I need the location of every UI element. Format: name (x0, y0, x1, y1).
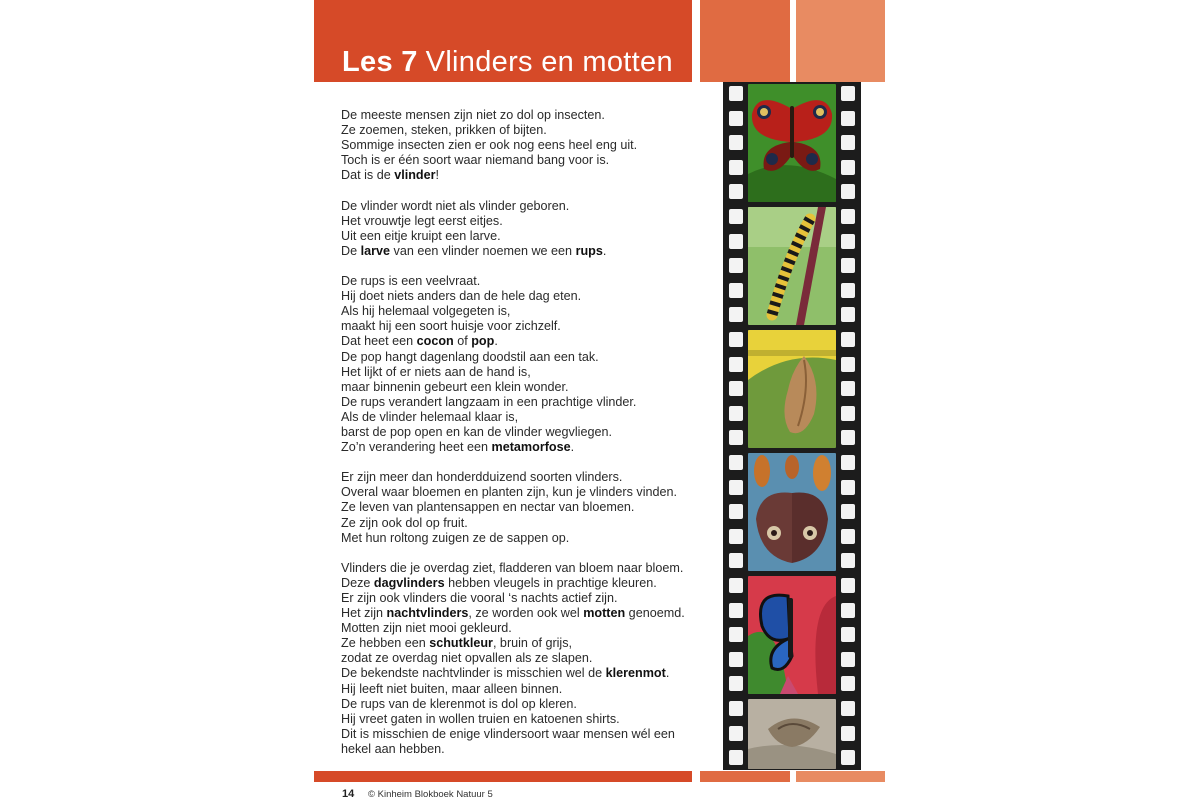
text-run: Overal waar bloemen en planten zijn, kun je vlinders vinden. (341, 485, 678, 500)
text-run: De (341, 243, 361, 258)
film-hole (841, 209, 855, 224)
paragraph (341, 108, 706, 183)
text-line (341, 229, 706, 244)
text-run: zodat ze overdag niet opvallen als ze slapen. (341, 651, 593, 666)
header-block-light (796, 0, 885, 82)
film-hole (729, 627, 743, 642)
copyright-text: © Kinheim Blokboek Natuur 5 (368, 789, 493, 800)
text-run: Het vrouwtje legt eerst eitjes. (341, 213, 503, 228)
film-hole (841, 160, 855, 175)
text-run: Er zijn ook vlinders die vooral ‘s nachts actief zijn. (341, 591, 618, 605)
text-line (341, 440, 706, 455)
text-line (341, 636, 706, 651)
film-hole (841, 529, 855, 544)
text-run: maar binnenin gebeurt een klein wonder. (341, 379, 569, 394)
text-run: . (602, 243, 607, 258)
text-run: Met hun roltong zuigen ze de sappen op. (341, 530, 570, 545)
text-run: . (665, 666, 670, 681)
text-line (341, 485, 706, 500)
film-hole (841, 676, 855, 691)
lesson-number: Les 7 (342, 46, 418, 78)
film-hole (729, 750, 743, 765)
text-run: Deze (341, 575, 374, 590)
text-line (341, 621, 706, 636)
film-hole (729, 357, 743, 372)
text-run: Toch is er één soort waar niemand bang voor is. (341, 153, 610, 168)
film-hole (841, 307, 855, 322)
text-run: De rups is een veelvraat. (341, 274, 481, 289)
text-run: Er zijn meer dan honderdduizend soorten vlinders. (341, 470, 623, 485)
footer-block-light (796, 771, 885, 782)
film-hole (729, 184, 743, 199)
film-hole (729, 676, 743, 691)
moth-photo (748, 699, 836, 769)
keyword: rups (575, 243, 603, 258)
keyword: schutkleur (429, 636, 493, 651)
film-hole (729, 209, 743, 224)
keyword: pop (471, 334, 495, 349)
text-run: , ze worden ook wel (468, 606, 584, 621)
page-title (342, 46, 673, 79)
text-line (341, 727, 706, 742)
text-run: Ze zoemen, steken, prikken of bijten. (341, 123, 547, 138)
film-hole (841, 135, 855, 150)
text-run: De vlinder wordt niet als vlinder geboren. (341, 198, 570, 213)
film-hole (841, 234, 855, 249)
text-run: of (453, 334, 472, 349)
keyword: dagvlinders (373, 575, 445, 590)
film-hole (729, 504, 743, 519)
text-run: Ze hebben een (341, 636, 430, 651)
text-line (341, 289, 706, 304)
text-line (341, 606, 706, 621)
keyword: nachtvlinders (386, 606, 469, 621)
keyword: motten (583, 606, 626, 621)
text-line (341, 214, 706, 229)
film-hole (841, 111, 855, 126)
film-hole (729, 258, 743, 273)
film-hole (729, 283, 743, 298)
text-line (341, 138, 706, 153)
paragraph (341, 561, 706, 757)
text-run: van een vlinder noemen we een (390, 243, 576, 258)
text-line (341, 561, 706, 576)
text-run: hebben vleugels in prachtige kleuren. (444, 575, 657, 590)
film-hole (729, 480, 743, 495)
text-line (341, 380, 706, 395)
text-run: De bekendste nachtvlinder is misschien wel de (341, 666, 606, 681)
text-run: Hij vreet gaten in wollen truien en katoenen shirts. (341, 711, 620, 726)
keyword: metamorfose (491, 440, 571, 455)
text-line (341, 350, 706, 365)
text-line (341, 666, 706, 681)
text-run: Motten zijn niet mooi gekleurd. (341, 621, 512, 636)
film-hole (841, 701, 855, 716)
text-run: Sommige insecten zien er ook nog eens heel eng uit. (341, 138, 638, 153)
film-hole (729, 135, 743, 150)
film-hole (841, 381, 855, 396)
text-line (341, 168, 706, 183)
film-hole (841, 652, 855, 667)
film-hole (729, 381, 743, 396)
text-line (341, 470, 706, 485)
text-line (341, 712, 706, 727)
film-hole (729, 553, 743, 568)
film-hole (841, 726, 855, 741)
text-run: De rups van de klerenmot is dol op kleren. (341, 696, 577, 711)
text-line (341, 319, 706, 334)
text-line (341, 108, 706, 123)
text-run: hekel aan hebben. (341, 741, 445, 756)
film-hole (841, 283, 855, 298)
text-line (341, 244, 706, 259)
keyword: larve (360, 243, 391, 258)
text-line (341, 365, 706, 380)
film-hole (729, 111, 743, 126)
film-hole (841, 578, 855, 593)
text-run: genoemd. (625, 606, 685, 621)
text-run: . (570, 440, 575, 455)
film-hole (841, 357, 855, 372)
paragraph (341, 470, 706, 545)
film-hole (729, 160, 743, 175)
text-line (341, 199, 706, 214)
film-hole (841, 603, 855, 618)
text-run: Als hij helemaal volgegeten is, (341, 304, 511, 319)
text-line (341, 153, 706, 168)
text-run: Vlinders die je overdag ziet, fladderen van bloem naar bloem. (341, 560, 684, 575)
film-hole (841, 553, 855, 568)
text-line (341, 334, 706, 349)
text-line (341, 516, 706, 531)
film-hole (841, 406, 855, 421)
text-run: Als de vlinder helemaal klaar is, (341, 409, 519, 424)
text-run: , bruin of grijs, (492, 636, 573, 651)
film-hole (729, 578, 743, 593)
footer-block-mid (700, 771, 790, 782)
text-line (341, 651, 706, 666)
keyword: klerenmot (605, 666, 666, 681)
keyword: cocon (416, 334, 454, 349)
film-hole (841, 455, 855, 470)
text-run: Dat heet een (341, 334, 417, 349)
text-run: De pop hangt dagenlang doodstil aan een tak. (341, 349, 599, 364)
film-hole (841, 480, 855, 495)
film-strip (723, 82, 861, 770)
text-line (341, 742, 706, 757)
film-perforations-right (841, 82, 855, 770)
film-hole (841, 258, 855, 273)
text-run: Het zijn (341, 606, 387, 621)
text-line (341, 425, 706, 440)
film-hole (841, 504, 855, 519)
text-run: De meeste mensen zijn niet zo dol op insecten. (341, 108, 605, 122)
body-text (341, 108, 706, 772)
film-hole (841, 86, 855, 101)
film-hole (841, 332, 855, 347)
blue-butterfly-photo (748, 576, 836, 694)
film-perforations-left (729, 82, 743, 770)
text-line (341, 531, 706, 546)
film-hole (729, 332, 743, 347)
caterpillar-photo (748, 207, 836, 325)
film-hole (841, 430, 855, 445)
film-hole (729, 234, 743, 249)
film-hole (729, 726, 743, 741)
text-run: Ze leven van plantensappen en nectar van bloemen. (341, 500, 635, 515)
text-run: barst de pop open en kan de vlinder wegvliegen. (341, 424, 612, 439)
text-run: Hij doet niets anders dan de hele dag eten. (341, 289, 582, 304)
film-hole (729, 529, 743, 544)
paragraph (341, 274, 706, 455)
film-hole (729, 430, 743, 445)
page-number: 14 (342, 788, 355, 800)
film-hole (729, 652, 743, 667)
text-line (341, 697, 706, 712)
chrysalis-photo (748, 330, 836, 448)
text-run: Dit is misschien de enige vlindersoort waar mensen wél een (341, 726, 675, 741)
film-hole (729, 603, 743, 618)
film-hole (729, 307, 743, 322)
film-hole (729, 701, 743, 716)
text-run: ! (435, 168, 439, 183)
text-run: Ze zijn ook dol op fruit. (341, 515, 468, 530)
text-line (341, 682, 706, 697)
film-hole (729, 406, 743, 421)
text-line (341, 304, 706, 319)
text-run: Uit een eitje kruipt een larve. (341, 228, 501, 243)
text-line (341, 500, 706, 515)
text-line (341, 576, 706, 591)
film-hole (729, 455, 743, 470)
text-line (341, 395, 706, 410)
text-line (341, 410, 706, 425)
emerging-butterfly-photo (748, 453, 836, 571)
paragraph (341, 199, 706, 259)
text-line (341, 591, 706, 606)
peacock-butterfly-photo (748, 84, 836, 202)
text-run: De rups verandert langzaam in een prachtige vlinder. (341, 394, 637, 409)
lesson-title: Vlinders en motten (425, 46, 673, 78)
film-hole (841, 627, 855, 642)
film-hole (729, 86, 743, 101)
text-run: Hij leeft niet buiten, maar alleen binnen. (341, 681, 563, 696)
keyword: vlinder (394, 168, 436, 183)
text-line (341, 274, 706, 289)
text-run: Zo’n verandering heet een (341, 440, 492, 455)
film-hole (841, 750, 855, 765)
film-hole (841, 184, 855, 199)
text-run: maakt hij een soort huisje voor zichzelf. (341, 319, 561, 334)
text-line (341, 123, 706, 138)
text-run: Dat is de (341, 168, 395, 183)
text-run: . (494, 334, 498, 349)
footer-bar (314, 771, 692, 782)
header-block-mid (700, 0, 790, 82)
text-run: Het lijkt of er niets aan de hand is, (341, 364, 531, 379)
